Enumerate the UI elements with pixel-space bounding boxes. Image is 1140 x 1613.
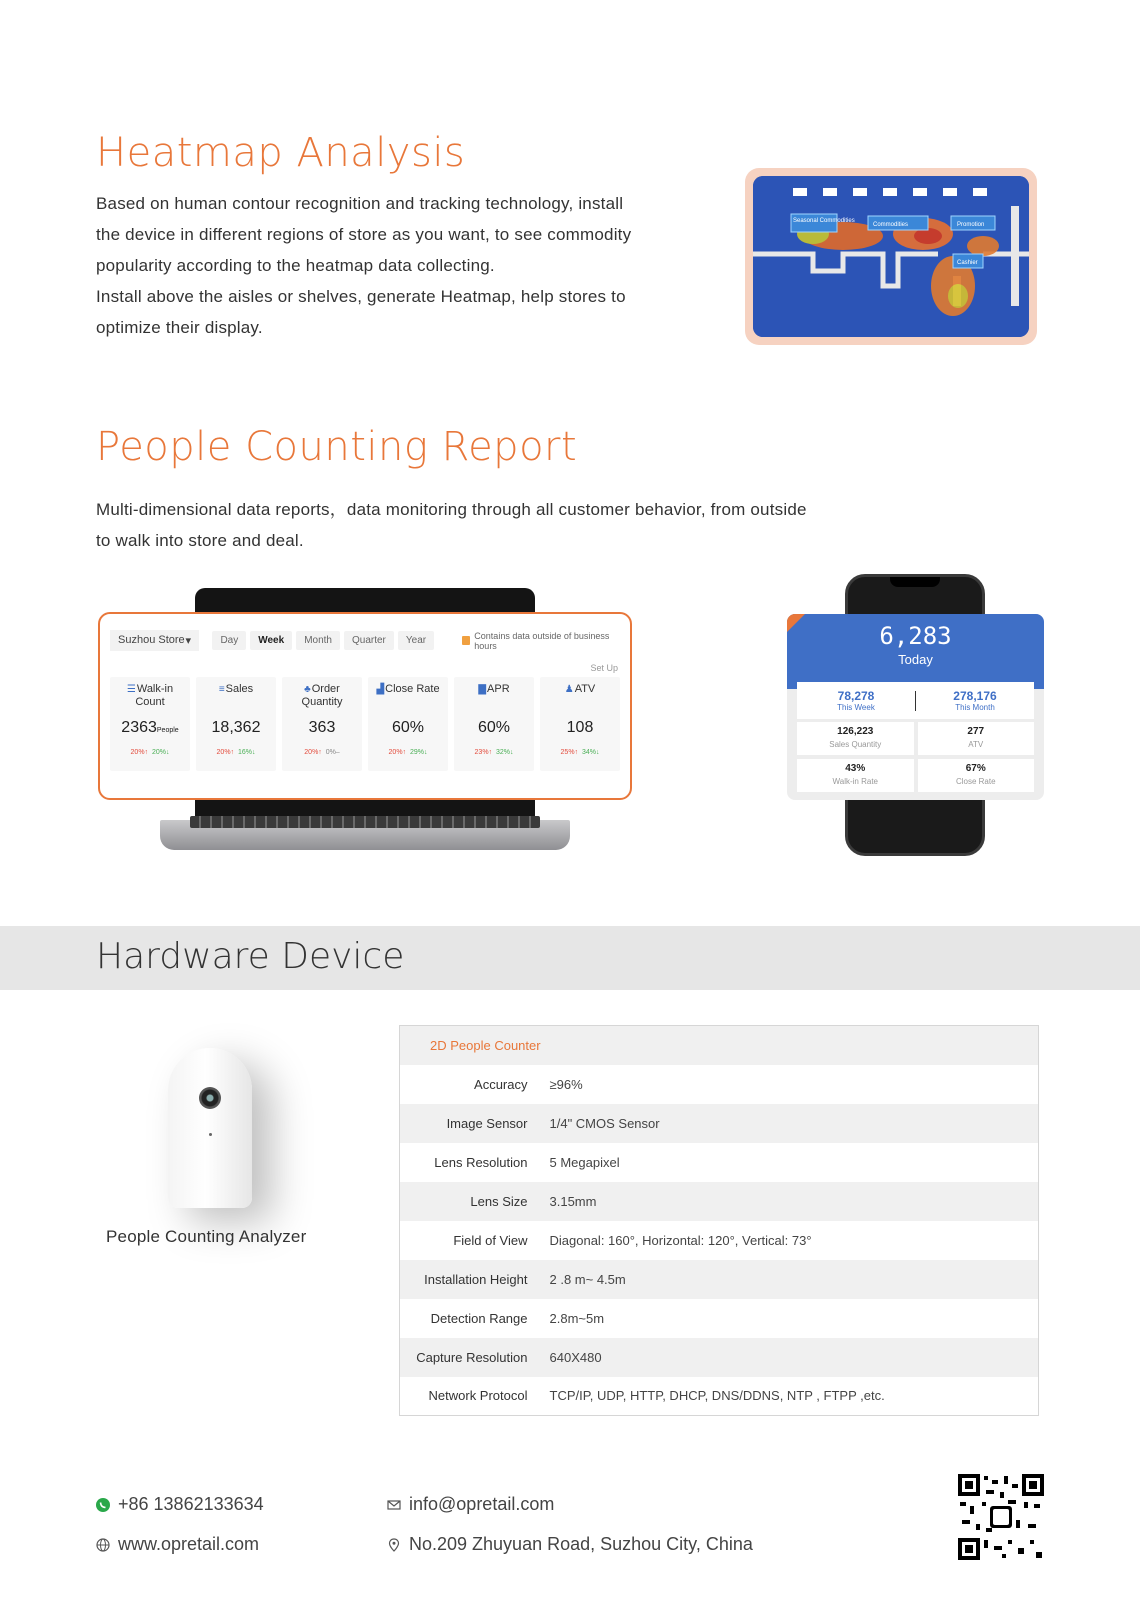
mobile-metric [918, 722, 1035, 755]
map-label-commodities: Commodities [873, 222, 909, 228]
spec-key: Detection Range [430, 1310, 528, 1326]
spec-row [400, 1377, 1039, 1416]
device-caption: People Counting Analyzer [106, 1227, 307, 1246]
metric-delta-up: 25%↑ [560, 749, 579, 756]
heatmap-image-frame [745, 168, 1037, 345]
spec-key: Network Protocol [428, 1388, 528, 1404]
chevron-down-icon: ▾ [185, 635, 191, 647]
mobile-metric-label: Close Rate [955, 777, 996, 786]
spec-row [400, 1299, 1039, 1338]
spec-table-title: 2D People Counter [430, 1037, 541, 1053]
spec-value: ≥96% [549, 1076, 583, 1092]
spec-table-header [400, 1026, 1039, 1065]
mail-icon [387, 1498, 401, 1512]
mobile-metric-label: ATV [968, 740, 984, 749]
metric-card [110, 677, 190, 771]
heatmap-line: Install above the aisles or shelves, generate Heatmap, help stores to [96, 287, 626, 306]
hardware-title: Hardware Device [96, 936, 405, 977]
metric-delta: 0%– [325, 749, 340, 756]
heatmap-line: the device in different regions of store as you want, to see commodity [96, 225, 632, 244]
heatmap-image [753, 176, 1029, 337]
checkbox-icon [462, 636, 470, 645]
mobile-metric-label: Walk-in Rate [832, 777, 878, 786]
metric-value: 108 [566, 719, 594, 736]
heatmap-line: popularity according to the heatmap data collecting. [96, 256, 495, 275]
week-label: This Week [837, 703, 875, 712]
metric-value: 2363 [121, 719, 157, 736]
metric-label: ATV [574, 683, 596, 695]
heatmap-title: Heatmap Analysis [96, 130, 466, 176]
report-title: People Counting Report [96, 424, 578, 470]
metric-label: Order Quantity [301, 683, 343, 708]
qr-code-image [958, 1474, 1044, 1560]
metric-delta: 29%↓ [409, 749, 428, 756]
month-total [916, 689, 1034, 712]
metric-delta: 32%↓ [495, 749, 514, 756]
period-day[interactable]: Day [212, 631, 246, 650]
metric-cards [110, 677, 620, 771]
metric-value: 363 [308, 719, 336, 736]
spec-value: 640X480 [549, 1349, 602, 1365]
dashboard-toolbar [110, 630, 620, 651]
metric-card [368, 677, 448, 771]
week-total [797, 689, 915, 712]
mobile-metric [797, 759, 914, 792]
report-line: to walk into store and deal. [96, 531, 304, 550]
order-icon: ♣ [304, 684, 311, 695]
mobile-metric-value: 126,223 [837, 726, 874, 737]
report-description [96, 494, 916, 556]
phone-notch [890, 577, 940, 587]
spec-key: Capture Resolution [416, 1349, 528, 1365]
setup-link[interactable]: Set Up [590, 663, 618, 673]
spec-key: Accuracy [474, 1076, 528, 1092]
metric-label: Walk-in Count [135, 683, 174, 708]
location-pin-icon [387, 1538, 401, 1552]
bag-icon: ▇ [478, 684, 487, 695]
phone-number[interactable]: +86 13862133634 [118, 1494, 264, 1514]
report-line: Multi-dimensional data reports，data monitoring through all customer behavior, from outside [96, 500, 807, 519]
spec-table [399, 1025, 1039, 1416]
checkbox-label: Contains data outside of business hours [474, 630, 610, 651]
spec-row [400, 1182, 1039, 1221]
user-icon: ♟ [564, 684, 574, 695]
mobile-metric-label: Sales Quantity [829, 740, 882, 749]
people-icon: ☰ [126, 684, 136, 695]
spec-value: TCP/IP, UDP, HTTP, DHCP, DNS/DDNS, NTP , FTPP ,etc. [549, 1388, 885, 1404]
metric-delta-up: 20%↑ [304, 749, 322, 756]
metric-unit: People [156, 727, 179, 734]
camera-lens-icon [199, 1087, 221, 1109]
website-link[interactable]: www.opretail.com [118, 1534, 260, 1554]
whatsapp-icon [96, 1498, 110, 1512]
spec-key: Installation Height [424, 1271, 528, 1287]
spec-key: Field of View [453, 1232, 528, 1248]
store-select[interactable] [110, 630, 199, 651]
footer-address [387, 1534, 753, 1555]
mobile-metric [918, 759, 1035, 792]
store-select-value: Suzhou Store [118, 634, 185, 646]
spec-value: Diagonal: 160°, Horizontal: 120°, Vertical: 73° [549, 1232, 812, 1248]
month-label: This Month [955, 703, 995, 712]
period-week[interactable]: Week [250, 631, 292, 650]
metric-label: APR [487, 683, 510, 695]
metric-value: 18,362 [211, 719, 261, 736]
map-label-seasonal: Seasonal Commodities [793, 218, 855, 224]
mobile-summary-card [787, 614, 1044, 800]
metric-card [454, 677, 534, 771]
store-floorplan-heatmap [753, 176, 1029, 337]
spec-value: 3.15mm [549, 1193, 597, 1209]
spec-key: Image Sensor [446, 1115, 528, 1131]
spec-row [400, 1338, 1039, 1377]
mobile-header [787, 614, 1044, 689]
spec-row [400, 1143, 1039, 1182]
spec-value: 1/4" CMOS Sensor [549, 1115, 660, 1131]
spec-key: Lens Resolution [434, 1154, 528, 1170]
metric-delta-up: 23%↑ [474, 749, 493, 756]
address-text: No.209 Zhuyuan Road, Suzhou City, China [409, 1534, 753, 1554]
spec-value: 2.8m~5m [549, 1310, 605, 1326]
coins-icon: ≡ [218, 684, 225, 695]
period-year[interactable]: Year [398, 631, 434, 650]
heatmap-description [96, 188, 716, 343]
mobile-metrics [797, 722, 1034, 792]
mobile-metric-value: 277 [967, 726, 985, 737]
spec-key: Lens Size [470, 1193, 528, 1209]
period-quarter[interactable]: Quarter [344, 631, 394, 650]
spec-value: 5 Megapixel [549, 1154, 620, 1170]
metric-delta-up: 20%↑ [130, 749, 149, 756]
metric-delta: 20%↓ [151, 749, 170, 756]
heatmap-line: optimize their display. [96, 318, 263, 337]
indicator-dot [209, 1133, 212, 1136]
spec-row [400, 1260, 1039, 1299]
spec-row [400, 1104, 1039, 1143]
week-value: 78,278 [837, 689, 875, 703]
globe-icon [96, 1538, 110, 1552]
metric-card [282, 677, 362, 771]
period-month[interactable]: Month [296, 631, 340, 650]
spec-row [400, 1065, 1039, 1104]
metric-value: 60% [477, 719, 511, 736]
metric-delta: 16%↓ [237, 749, 256, 756]
mobile-metric-value: 67% [965, 763, 986, 774]
map-label-promotion: Promotion [957, 222, 985, 228]
laptop-keyboard [190, 816, 540, 828]
metric-card [196, 677, 276, 771]
email-link[interactable]: info@opretail.com [409, 1494, 555, 1514]
metric-delta-up: 20%↑ [388, 749, 407, 756]
metric-label: Sales [225, 683, 254, 695]
corner-flag-icon [787, 614, 805, 632]
footer-phone [96, 1494, 264, 1515]
today-count: 6,283 [879, 622, 952, 650]
map-label-cashier: Cashier [957, 260, 978, 266]
period-totals [797, 682, 1034, 719]
metric-delta: 34%↓ [581, 749, 600, 756]
chart-icon: ▟ [376, 684, 385, 695]
heatmap-line: Based on human contour recognition and tracking technology, install [96, 194, 624, 213]
month-value: 278,176 [953, 689, 997, 703]
business-hours-checkbox[interactable] [462, 631, 620, 651]
mobile-metric-value: 43% [845, 763, 866, 774]
today-label: Today [898, 652, 933, 667]
metric-label: Close Rate [385, 683, 440, 695]
footer-email [387, 1494, 554, 1515]
people-counter-device-image [168, 1048, 252, 1208]
spec-value: 2 .8 m~ 4.5m [549, 1271, 626, 1287]
footer-web [96, 1534, 259, 1555]
dashboard-panel [98, 612, 632, 800]
metric-delta-up: 20%↑ [216, 749, 235, 756]
mobile-metric [797, 722, 914, 755]
metric-card [540, 677, 620, 771]
spec-row [400, 1221, 1039, 1260]
metric-value: 60% [391, 719, 425, 736]
